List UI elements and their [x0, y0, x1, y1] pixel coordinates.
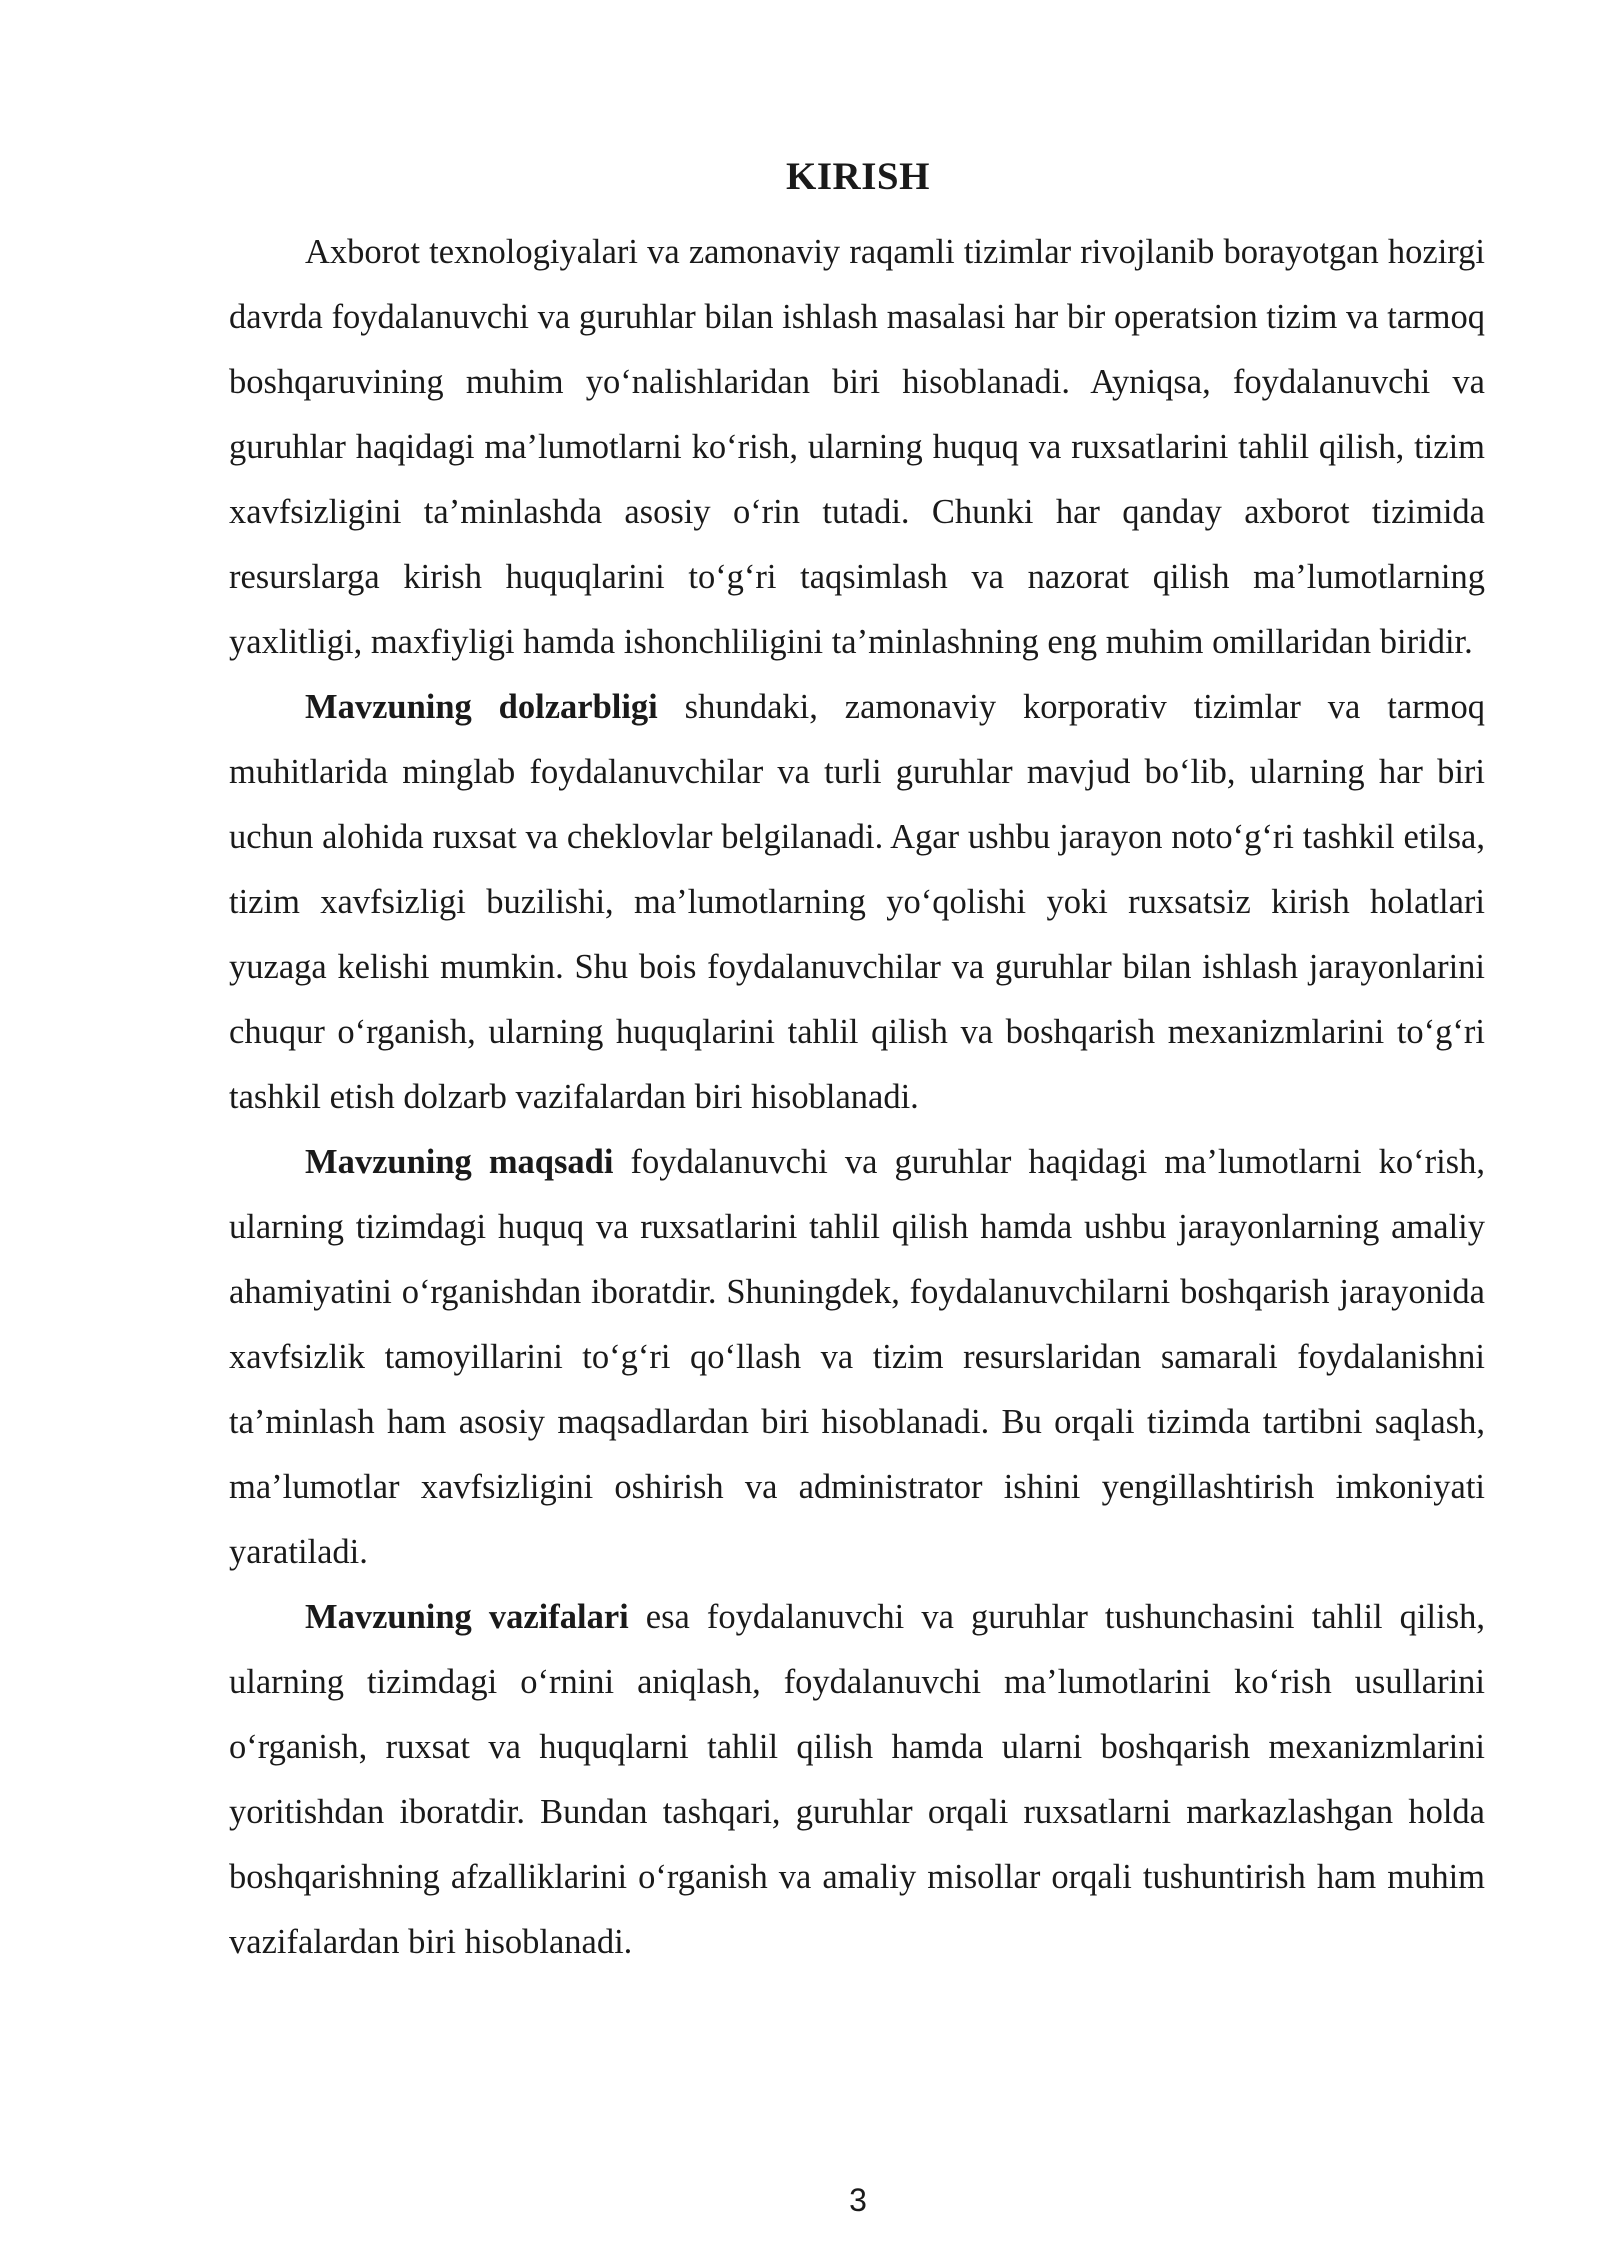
paragraph-lead: Mavzuning dolzarbligi [305, 688, 658, 726]
document-body [229, 220, 1485, 1975]
paragraph-goal [229, 1130, 1485, 1585]
paragraph-text: Axborot texnologiyalari va zamonaviy raqamli tizimlar rivojlanib borayotgan hozirgi davrda foydalanuvchi va guruhlar bilan ishlash masalasi har bir operatsion tizim va tarmoq boshqaruvining muhim yo‘nalishlaridan biri hisoblanadi. Ayniqsa, foydalanuvchi va guruhlar haqidagi ma’lumotlarni ko‘rish, ularning huquq va ruxsatlarini tahlil qilish, tizim xavfsizligini ta’minlashda asosiy o‘rin tutadi. Chunki har qanday axborot tizimida resurslarga kirish huquqlarini to‘g‘ri taqsimlash va nazorat qilish ma’lumotlarning yaxlitligi, maxfiyligi hamda ishonchliligini ta’minlashning eng muhim omillaridan biridir. [229, 233, 1485, 661]
paragraph-intro [229, 220, 1485, 675]
page-number: 3 [849, 2182, 867, 2218]
paragraph-text: esa foydalanuvchi va guruhlar tushunchasini tahlil qilish, ularning tizimdagi o‘rnini aniqlash, foydalanuvchi ma’lumotlarini ko‘rish usullarini o‘rganish, ruxsat va huquqlarni tahlil qilish hamda ularni boshqarish mexanizmlarini yoritishdan iboratdir. Bundan tashqari, guruhlar orqali ruxsatlarni markazlashgan holda boshqarishning afzalliklarini o‘rganish va amaliy misollar orqali tushuntirish ham muhim vazifalardan biri hisoblanadi. [229, 1598, 1485, 1961]
paragraph-lead: Mavzuning vazifalari [305, 1598, 629, 1636]
paragraph-text: foydalanuvchi va guruhlar haqidagi ma’lumotlarni ko‘rish, ularning tizimdagi huquq va ruxsatlarini tahlil qilish hamda ushbu jarayonlarning amaliy ahamiyatini o‘rganishdan iboratdir. Shuningdek, foydalanuvchilarni boshqarish jarayonida xavfsizlik tamoyillarini to‘g‘ri qo‘llash va tizim resurslaridan samarali foydalanishni ta’minlash ham asosiy maqsadlardan biri hisoblanadi. Bu orqali tizimda tartibni saqlash, ma’lumotlar xavfsizligini oshirish va administrator ishini yengillashtirish imkoniyati yaratiladi. [229, 1143, 1485, 1571]
paragraph-lead: Mavzuning maqsadi [305, 1143, 614, 1181]
paragraph-relevance [229, 675, 1485, 1130]
page-title: KIRISH [786, 155, 930, 198]
paragraph-tasks [229, 1585, 1485, 1975]
paragraph-text: shundaki, zamonaviy korporativ tizimlar va tarmoq muhitlarida minglab foydalanuvchilar va turli guruhlar mavjud bo‘lib, ularning har biri uchun alohida ruxsat va cheklovlar belgilanadi. Agar ushbu jarayon noto‘g‘ri tashkil etilsa, tizim xavfsizligi buzilishi, ma’lumotlarning yo‘qolishi yoki ruxsatsiz kirish holatlari yuzaga kelishi mumkin. Shu bois foydalanuvchilar va guruhlar bilan ishlash jarayonlarini chuqur o‘rganish, ularning huquqlarini tahlil qilish va boshqarish mexanizmlarini to‘g‘ri tashkil etish dolzarb vazifalardan biri hisoblanadi. [229, 688, 1485, 1116]
